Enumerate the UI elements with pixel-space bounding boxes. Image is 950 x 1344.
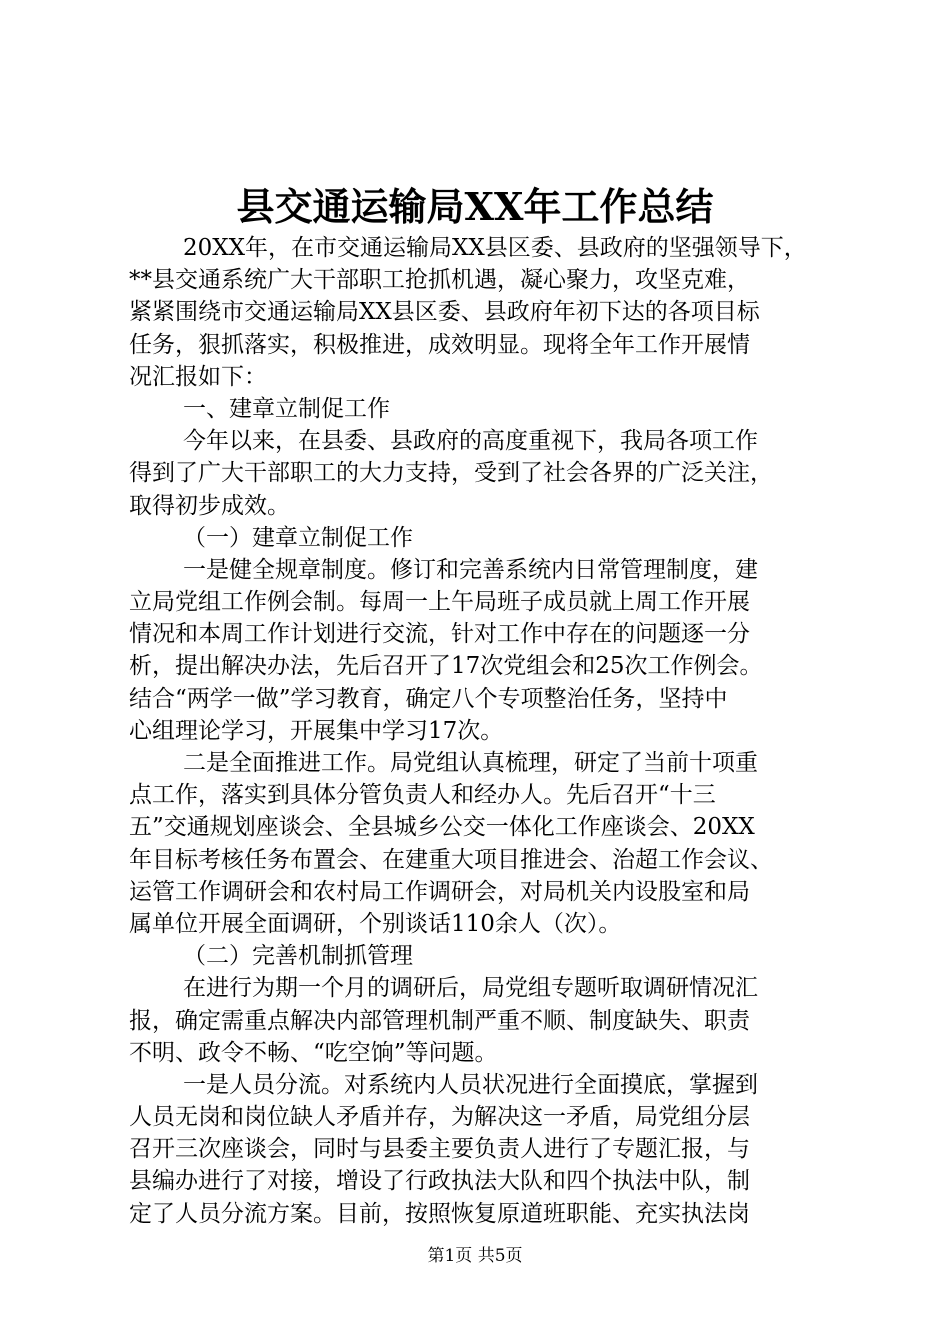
text-line: 人员无岗和岗位缺人矛盾并存，为解决这一矛盾，局党组分层 [129,1104,750,1131]
text-line: 二是全面推进工作。局党组认真梳理，研定了当前十项重 [183,750,758,776]
text-line: 定了人员分流方案。目前，按照恢复原道班职能、充实执法岗 [129,1200,750,1227]
text-line: （二）完善机制抓管理 [183,943,413,970]
text-line: 一是人员分流。对系统内人员状况进行全面摸底，掌握到 [183,1071,758,1098]
text-line: 今年以来，在县委、县政府的高度重视下，我局各项工作 [183,428,758,455]
text-line: 得到了广大干部职工的大力支持，受到了社会各界的广泛关注， [129,460,773,487]
text-line: 任务，狠抓落实，积极推进，成效明显。现将全年工作开展情 [129,331,750,358]
text-line: **县交通系统广大干部职工抢抓机遇，凝心聚力，攻坚克难， [129,267,750,294]
text-line: 五”交通规划座谈会、全县城乡公交一体化工作座谈会、20XX [129,814,755,841]
page-footer: 第1页 共5页 [427,1246,523,1266]
text-line: 召开三次座谈会，同时与县委主要负责人进行了专题汇报，与 [129,1136,750,1163]
text-line: 紧紧围绕市交通运输局XX县区委、县政府年初下达的各项目标 [129,299,760,326]
text-line: 析，提出解决办法，先后召开了17次党组会和25次工作例会。 [129,653,763,680]
text-line: 运管工作调研会和农村局工作调研会，对局机关内设股室和局 [129,878,750,905]
text-line: 情况和本周工作计划进行交流，针对工作中存在的问题逐一分 [129,621,750,648]
text-line: 报，确定需重点解决内部管理机制严重不顺、制度缺失、职责 [129,1007,750,1034]
text-line: 取得初步成效。 [129,492,290,519]
text-line: 一是健全规章制度。修订和完善系统内日常管理制度，建 [183,556,758,583]
text-line: 年目标考核任务布置会、在建重大项目推进会、治超工作会议、 [129,846,773,873]
text-line: 不明、政令不畅、“吃空饷”等问题。 [129,1039,498,1066]
text-line: 在进行为期一个月的调研后，局党组专题听取调研情况汇 [183,975,758,1002]
document-body [129,232,829,1230]
text-line: 立局党组工作例会制。每周一上午局班子成员就上周工作开展 [129,589,750,616]
text-line: 心组理论学习，开展集中学习17次。 [129,717,504,744]
text-line: 20XX年，在市交通运输局XX县区委、县政府的坚强领导下， [183,235,807,261]
text-line: （一）建章立制促工作 [183,524,413,551]
text-line: 县编办进行了对接，增设了行政执法大队和四个执法中队，制 [129,1168,750,1195]
text-line: 结合“两学一做”学习教育，确定八个专项整治任务，坚持中 [129,685,728,712]
text-line: 一、建章立制促工作 [183,395,390,422]
text-line: 属单位开展全面调研，个别谈话110余人（次）。 [129,910,622,937]
text-line: 况汇报如下： [129,363,267,390]
document-title: 县交通运输局XX年工作总结 [236,184,714,229]
text-line: 点工作，落实到具体分管负责人和经办人。先后召开“十三 [129,782,716,809]
